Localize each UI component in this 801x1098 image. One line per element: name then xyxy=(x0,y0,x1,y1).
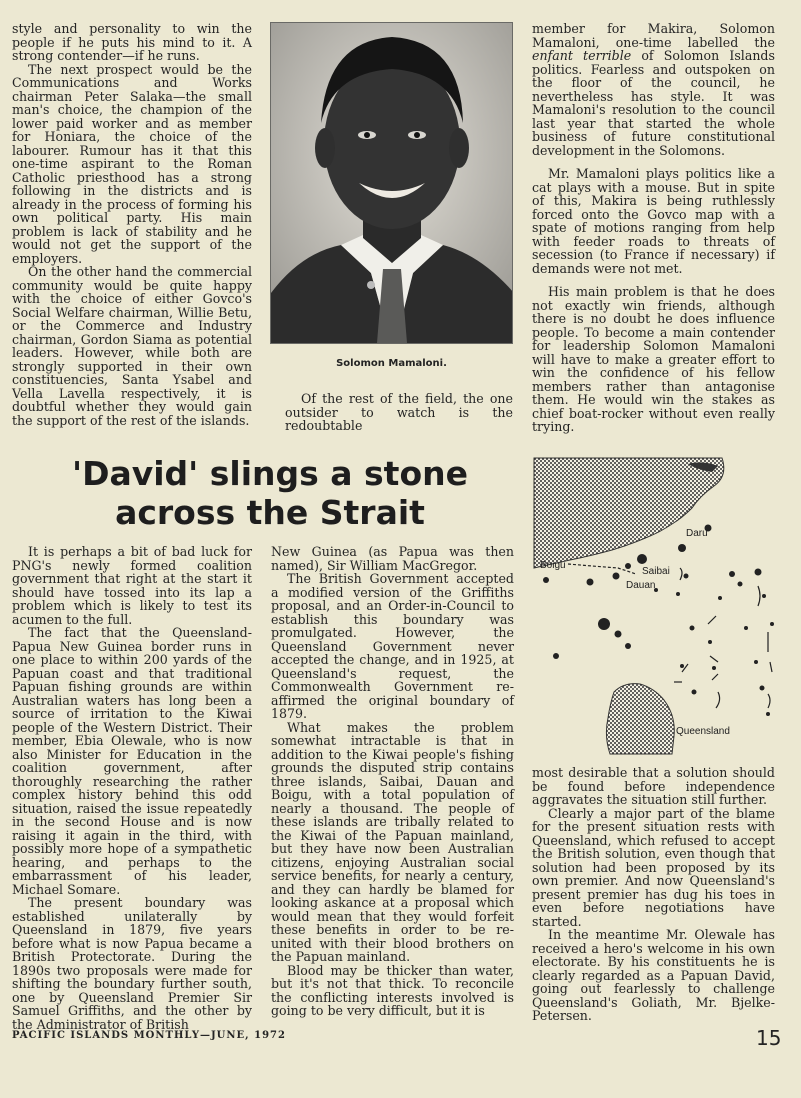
paragraph: What makes the problem somewhat intractable is that in addition to the Kiwai people's fishing grounds the disputed strip contains three islands, Saibai, Dauan and Boigu, with a total population of nearly a thousand. The people of these islands are tribally related to the Kiwai of the Papuan mainland, but they have now been Australian citizens, enjoying Australian social service benefits, for nearly a century, and they can hardly be blamed for looking askance at a proposal which would mean that they would forfeit these benefits in order to be re-united with their blood brothers on the Papuan mainland. xyxy=(271,719,514,964)
italic-phrase: enfant terrible xyxy=(532,48,632,63)
article-headline xyxy=(30,454,510,532)
queensland-landmass xyxy=(606,684,674,754)
paragraph: Mr. Mamaloni plays politics like a cat plays with a mouse. But in spite of this, Makira is being ruthlessly forced onto the Govco map with a spate of motions ranging from help with feeder roads to threats of secession (to France if necessary) if demands were not met. xyxy=(532,166,775,276)
paragraph: The British Government accepted a modified version of the Griffiths proposal, and an Order-in-Council to establish this boundary was promulgated. However, the Queensland Government never accepted the change, and in 1925, at Queensland's request, the Commonwealth Government re-affirmed the original boundary of 1879. xyxy=(271,571,514,721)
top-column-2-text xyxy=(285,392,513,433)
torres-strait-map xyxy=(532,456,778,756)
label-queensland: Queensland xyxy=(676,726,730,737)
paragraph: style and personality to win the people if he puts his mind to it. A strong contender—if he runs. xyxy=(12,21,252,63)
article-column-1 xyxy=(12,545,252,1031)
label-daru: Daru xyxy=(686,528,708,539)
paragraph: On the other hand the commercial community would be quite happy with the choice of either Govco's Social Welfare chairman, Willie Betu, or the Commerce and Industry chairman, Gordon Siama as potential leaders. However, while both are strongly supported in their own constituencies, Santa Ysabel and Vella Lavella respectively, it is doubtful whether they would gain the support of the rest of the islands. xyxy=(12,264,252,428)
paragraph: Blood may be thicker than water, but it's not that thick. To reconcile the conflicting interests involved is going to be very difficult, but it is xyxy=(271,962,514,1018)
headline-line-1: 'David' slings a stone xyxy=(71,454,469,493)
new-guinea-landmass xyxy=(534,458,724,568)
top-column-1 xyxy=(12,22,252,427)
label-dauan: Dauan xyxy=(626,580,656,591)
paragraph: The present boundary was established unilaterally by Queensland in 1879, five years before what is now Papua became a British Protectorate. During the 1890s two proposals were made for shifting the boundary further south, one by Queensland Premier Sir Samuel Griffiths, and the other by the Administrator of British xyxy=(12,895,252,1032)
paragraph: The next prospect would be the Communications and Works chairman Peter Salaka—the small man's choice, the champion of the lower paid worker and as member for Honiara, the choice of the labourer. Rumour has it that this one-time aspirant to the Roman Catholic priesthood has a strong following in the districts and is already in the process of forming his own political party. His main problem is lack of stability and he would not get the support of the employers. xyxy=(12,61,252,266)
page-number: 15 xyxy=(756,1026,782,1050)
label-boigu: Boigu xyxy=(540,560,566,571)
paragraph: most desirable that a solution should be found before independence aggravates the situation still further. xyxy=(532,765,775,807)
paragraph: It is perhaps a bit of bad luck for PNG's newly formed coalition government that right at the start it should have tossed into its lap a problem which is likely to test its acumen to the full. xyxy=(12,544,252,627)
portrait-photo xyxy=(270,22,513,344)
article-column-3 xyxy=(532,766,775,1023)
paragraph: In the meantime Mr. Olewale has received a hero's welcome in his own electorate. By his constituents he is clearly regarded as a Papuan David, going out fearlessly to challenge Queensland's Goliath, Mr. Bjelke-Petersen. xyxy=(532,927,775,1023)
paragraph: New Guinea (as Papua was then named), Sir William MacGregor. xyxy=(271,544,514,573)
text-run: of Solomon Islands politics. Fearless and outspoken on the floor of the council, he nevertheless has style. It was Mamaloni's resolution to the council last year that started the whole business of future constitutional development in the Solomons. xyxy=(532,48,775,158)
headline-line-2: across the Strait xyxy=(115,493,425,532)
paragraph: Of the rest of the field, the one outsider to watch is the redoubtable xyxy=(285,391,513,433)
label-saibai: Saibai xyxy=(642,566,670,577)
map-illustration xyxy=(532,456,778,756)
paragraph: Clearly a major part of the blame for the present situation rests with Queensland, which refused to accept the British solution, even though that solution had been proposed by its own premier. And now Queensland's present premier has dug his toes in even before negotiations have started. xyxy=(532,805,775,929)
text-run: member for Makira, Solomon Mamaloni, one-time labelled the xyxy=(532,21,775,50)
paragraph xyxy=(532,22,775,157)
paragraph: His main problem is that he does not exactly win friends, although there is no doubt he does influence people. To become a main contender for leadership Solomon Mamaloni will have to make a greater effort to win the confidence of his fellow members rather than antagonise them. He would win the stakes as chief boat-rocker without even really trying. xyxy=(532,284,775,434)
publication-footer: PACIFIC ISLANDS MONTHLY—JUNE, 1972 xyxy=(12,1030,286,1041)
photo-caption: Solomon Mamaloni. xyxy=(336,358,447,369)
top-column-3 xyxy=(532,22,775,434)
paragraph: The fact that the Queensland-Papua New Guinea border runs in one place to within 200 yards of the Papuan coast and that traditional Papuan fishing grounds are within Australian waters has long been a source of irritation to the Kiwai people of the Western District. Their member, Ebia Olewale, who is now also Minister for Education in the coalition government, after thoroughly researching the rather complex history behind this odd situation, raised the issue repeatedly in the second House and is now raising it again in the third, with possibly more hope of a sympathetic hearing, and perhaps to the embarrassment of his leader, Michael Somare. xyxy=(12,625,252,897)
article-column-2 xyxy=(271,545,514,1018)
portrait-illustration xyxy=(271,23,513,344)
